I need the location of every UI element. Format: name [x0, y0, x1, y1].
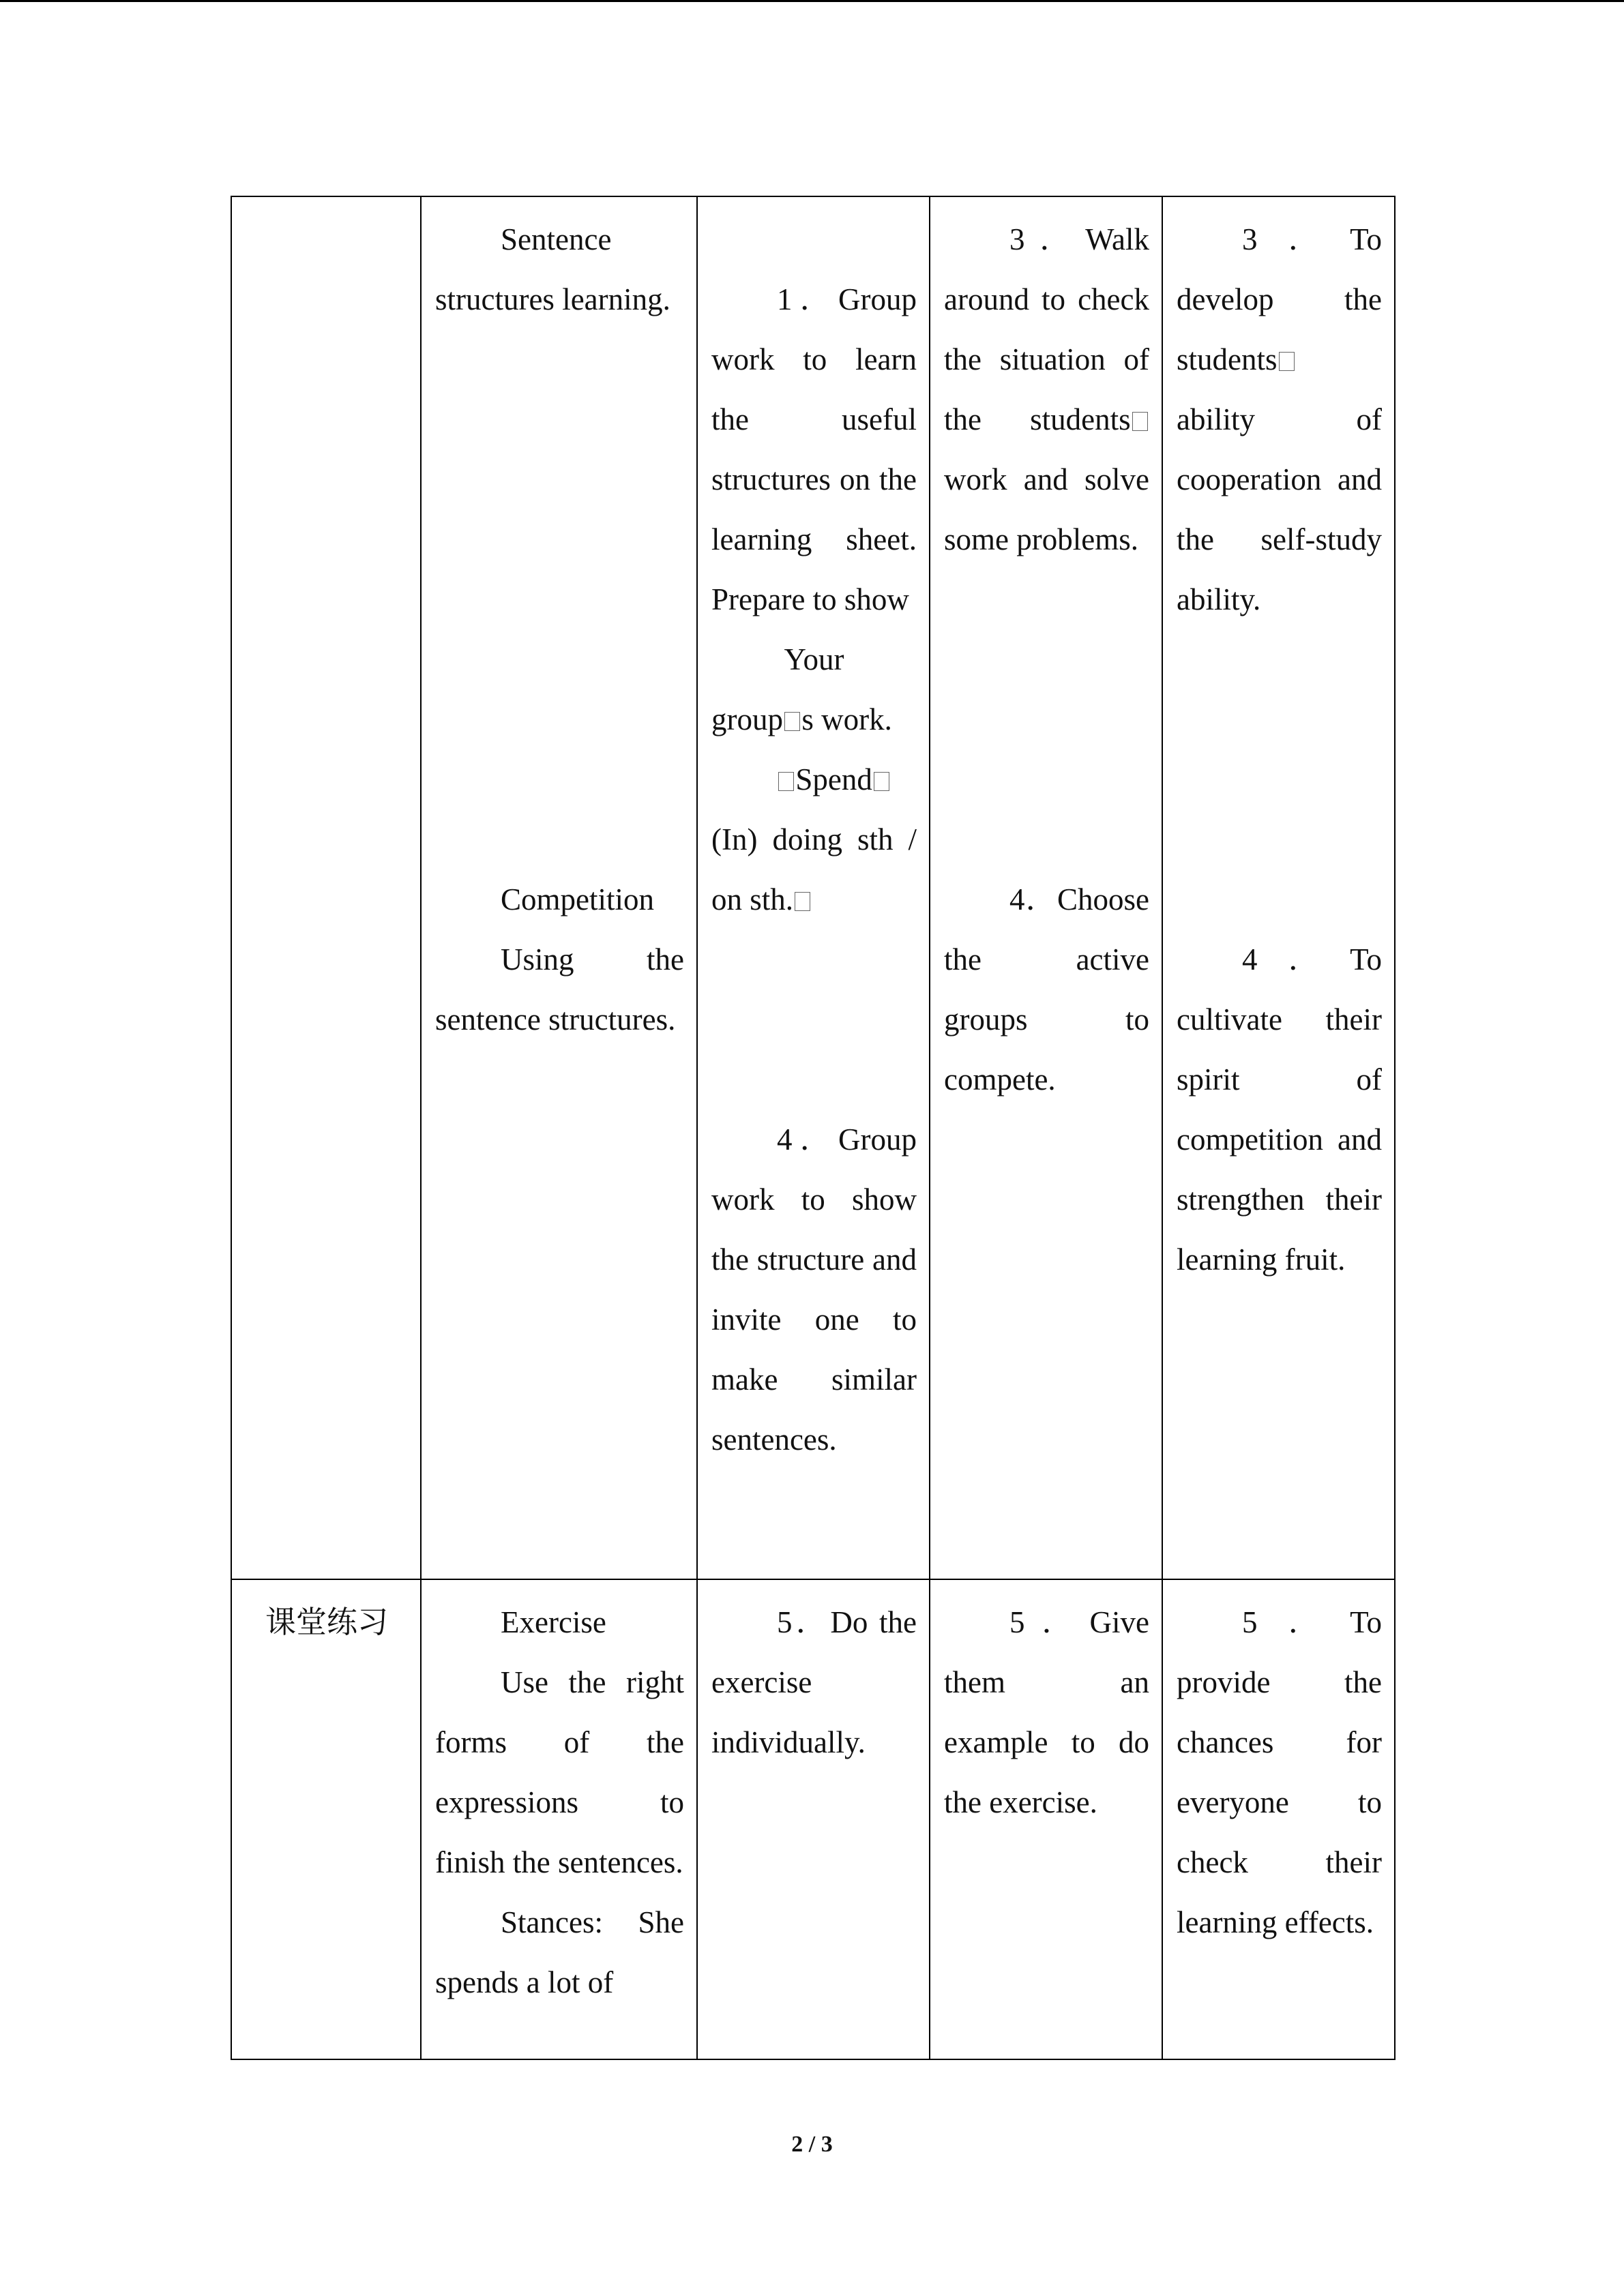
page-number: 2 / 3	[791, 2132, 833, 2157]
table-row	[231, 196, 1395, 1579]
do-exercise-text: 5．Do the exercise individually.	[711, 1605, 917, 1759]
lesson-plan-table	[231, 196, 1396, 2060]
class-exercise-label: 课堂练习	[265, 1605, 388, 1639]
exercise-heading: Exercise	[501, 1605, 606, 1639]
content-cell	[421, 196, 697, 1579]
competition-heading: Competition	[501, 882, 654, 916]
content-cell	[421, 1579, 697, 2059]
student-activity-cell	[697, 196, 930, 1579]
walk-around-text: 3．Walk around to check the situation of the studentswork and solve some problems.	[944, 222, 1149, 556]
teacher-activity-cell	[930, 196, 1162, 1579]
missing-glyph-icon	[1279, 352, 1295, 371]
provide-chances-text: 5．To provide the chances for everyone to check their learning effects.	[1177, 1605, 1382, 1939]
stage-cell	[231, 196, 421, 1579]
missing-glyph-icon	[784, 712, 800, 731]
missing-glyph-icon	[1132, 412, 1148, 431]
exercise-example: Stances: She spends a lot of	[435, 1905, 684, 1999]
stage-cell	[231, 1579, 421, 2059]
top-border-line	[0, 0, 1624, 2]
table-row	[231, 1579, 1395, 2059]
missing-glyph-icon	[795, 892, 810, 911]
doing-sth-text: (In) doing sth / on sth.	[711, 822, 917, 916]
purpose-cell	[1162, 1579, 1395, 2059]
sentence-structures-text: Sentence structures learning.	[435, 222, 670, 316]
teacher-activity-cell	[930, 1579, 1162, 2059]
cultivate-spirit-text: 4．To cultivate their spirit of competition and strengthen their learning fruit.	[1177, 942, 1382, 1277]
develop-ability-text: 3．To develop the students ability of cooperation and the self-study ability.	[1177, 222, 1382, 616]
purpose-cell	[1162, 196, 1395, 1579]
competition-text: Using the sentence structures.	[435, 942, 684, 1037]
groups-work-text: group s work.	[711, 702, 892, 736]
spend-text: Spend	[711, 749, 917, 809]
exercise-instructions: Use the right forms of the expressions to finish the sentences.	[435, 1665, 684, 1879]
group-work-text: 1．Group work to learn the useful structures on the learning sheet. Prepare to show	[711, 282, 917, 616]
missing-glyph-icon	[778, 772, 794, 791]
student-activity-cell	[697, 1579, 930, 2059]
missing-glyph-icon	[874, 772, 889, 791]
your-text: Your	[784, 642, 844, 676]
group-show-text: 4．Group work to show the structure and invite one to make similar sentences.	[711, 1122, 917, 1457]
give-example-text: 5．Give them an example to do the exercise.	[944, 1605, 1149, 1819]
choose-groups-text: 4．Choose the active groups to compete.	[944, 882, 1149, 1097]
